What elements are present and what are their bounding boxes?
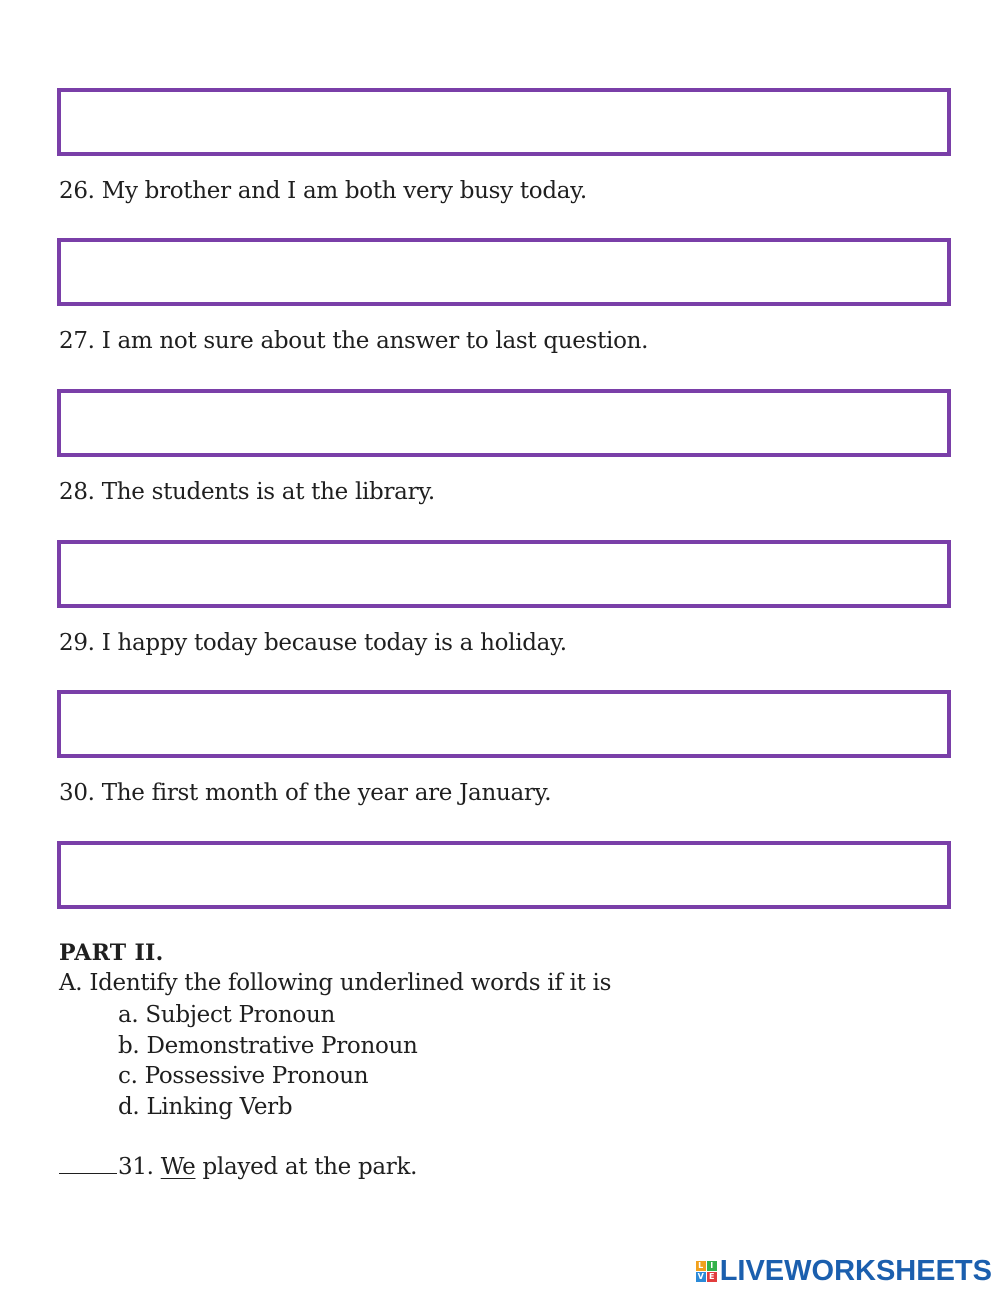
logo-letter-e: E — [707, 1272, 717, 1282]
option-b: b. Demonstrative Pronoun — [118, 1032, 418, 1059]
question-31 — [59, 1151, 417, 1180]
logo-letter-v: V — [697, 1272, 704, 1281]
liveworksheets-wordmark: LIVEWORKSHEETS — [719, 1255, 992, 1287]
answer-box-30[interactable] — [57, 841, 951, 909]
liveworksheets-logo-icon — [696, 1261, 717, 1282]
part-title: PART II. — [59, 940, 164, 966]
answer-box-26[interactable] — [57, 238, 951, 306]
answer-box-29[interactable] — [57, 690, 951, 758]
answer-box-27[interactable] — [57, 389, 951, 457]
question-31-number: 31. — [118, 1154, 154, 1180]
option-list — [118, 1000, 418, 1122]
option-d: d. Linking Verb — [118, 1093, 293, 1120]
part-instruction: A. Identify the following underlined words if it is — [59, 970, 612, 996]
answer-box-28[interactable] — [57, 540, 951, 608]
liveworksheets-brand — [696, 1255, 992, 1288]
question-31-underlined-word: We — [160, 1154, 196, 1180]
question-31-rest: played at the park. — [202, 1154, 418, 1180]
answer-box-25[interactable] — [57, 88, 951, 156]
option-c: c. Possessive Pronoun — [118, 1063, 369, 1089]
question-29: 29. I happy today because today is a holiday. — [59, 630, 567, 656]
question-27: 27. I am not sure about the answer to last question. — [59, 328, 649, 354]
logo-letter-l: L — [696, 1261, 706, 1271]
question-26: 26. My brother and I am both very busy today. — [59, 178, 587, 204]
logo-letter-i: I — [707, 1261, 717, 1271]
question-28: 28. The students is at the library. — [59, 479, 435, 505]
answer-blank-31[interactable] — [59, 1151, 117, 1174]
question-30: 30. The first month of the year are January. — [59, 780, 552, 806]
option-a: a. Subject Pronoun — [118, 1002, 336, 1028]
